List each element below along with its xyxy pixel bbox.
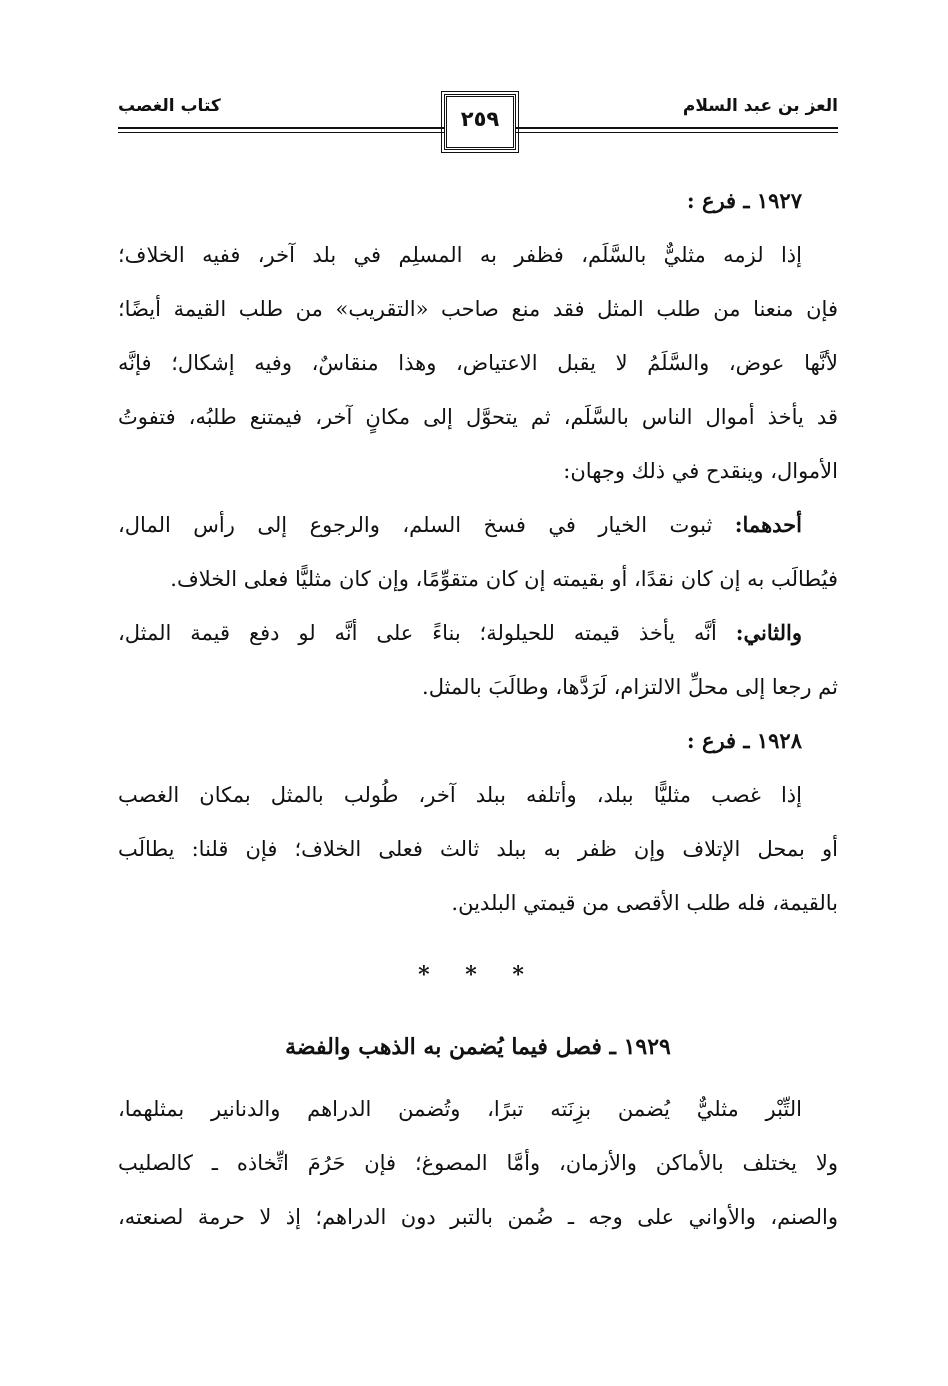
second-opinion-text: أنَّه يأخذ قيمته للحيلولة؛ بناءً على أنَّه لو دفع قيمة المثل، bbox=[118, 621, 736, 645]
page-number-frame bbox=[444, 94, 516, 150]
chapter-running-title: كتاب الغصب bbox=[118, 96, 221, 116]
second-opinion-line bbox=[118, 606, 838, 660]
text-line: ولا يختلف بالأماكن والأزمان، وأمَّا المصوغ؛ فإن حَرُمَ اتِّخاذه ـ كالصليب bbox=[118, 1151, 838, 1175]
text-line: فيُطالَب به إن كان نقدًا، أو بقيمته إن كان متقوِّمًا، وإن كان مثليًّا فعلى الخلاف. bbox=[170, 567, 838, 591]
section-title-1929: ١٩٢٩ ـ فصل فيما يُضمن به الذهب والفضة bbox=[285, 1034, 671, 1060]
text-line: لأنَّها عوض، والسَّلَمُ لا يقبل الاعتياض، وهذا منقاسٌ، وفيه إشكال؛ فإنَّه bbox=[118, 351, 838, 375]
text-line: بالقيمة، فله طلب الأقصى من قيمتي البلدين. bbox=[451, 891, 838, 915]
first-opinion-text: ثبوت الخيار في فسخ السلم، والرجوع إلى رأس المال، bbox=[118, 513, 735, 537]
text-line: إذا غصب مثليًّا ببلد، وأتلفه ببلد آخر، طُولب بالمثل بمكان الغصب bbox=[118, 783, 802, 807]
text-line: أو بمحل الإتلاف وإن ظفر به ببلد ثالث فعلى الخلاف؛ فإن قلنا: يطالَب bbox=[118, 837, 838, 861]
text-line: والصنم، والأواني على وجه ـ ضُمن بالتبر دون الدراهم؛ إذ لا حرمة لصنعته، bbox=[118, 1205, 838, 1229]
first-opinion-line bbox=[118, 498, 838, 552]
page-body bbox=[118, 174, 838, 1244]
section-separator: * * * bbox=[418, 962, 538, 988]
text-line: الأموال، وينقدح في ذلك وجهان: bbox=[563, 459, 838, 483]
author-running-title: العز بن عبد السلام bbox=[682, 96, 838, 116]
text-line: إذا لزمه مثليٌّ بالسَّلَم، فظفر به المسلِم في بلد آخر، ففيه الخلاف؛ bbox=[118, 243, 802, 267]
text-line: التِّبْر مثليٌّ يُضمن بزِنَته تبرًا، وتُضمن الدراهم والدنانير بمثلهما، bbox=[118, 1097, 802, 1121]
entry-heading-1927: ١٩٢٧ ـ فرع : bbox=[686, 188, 802, 213]
page-number: ٢٥٩ bbox=[460, 107, 500, 131]
first-opinion-label: أحدهما: bbox=[734, 512, 802, 537]
running-header bbox=[118, 96, 838, 156]
second-opinion-label: والثاني: bbox=[735, 620, 802, 645]
text-line: فإن منعنا من طلب المثل فقد منع صاحب «التقريب» من طلب القيمة أيضًا؛ bbox=[118, 297, 838, 321]
entry-heading-1928: ١٩٢٨ ـ فرع : bbox=[686, 728, 802, 753]
text-line: قد يأخذ أموال الناس بالسَّلَم، ثم يتحوَّل إلى مكانٍ آخر، فيمتنع طلبُه، فتفوتُ bbox=[118, 405, 838, 429]
text-line: ثم رجعا إلى محلِّ الالتزام، لَرَدَّها، وطالَبَ بالمثل. bbox=[422, 675, 838, 699]
